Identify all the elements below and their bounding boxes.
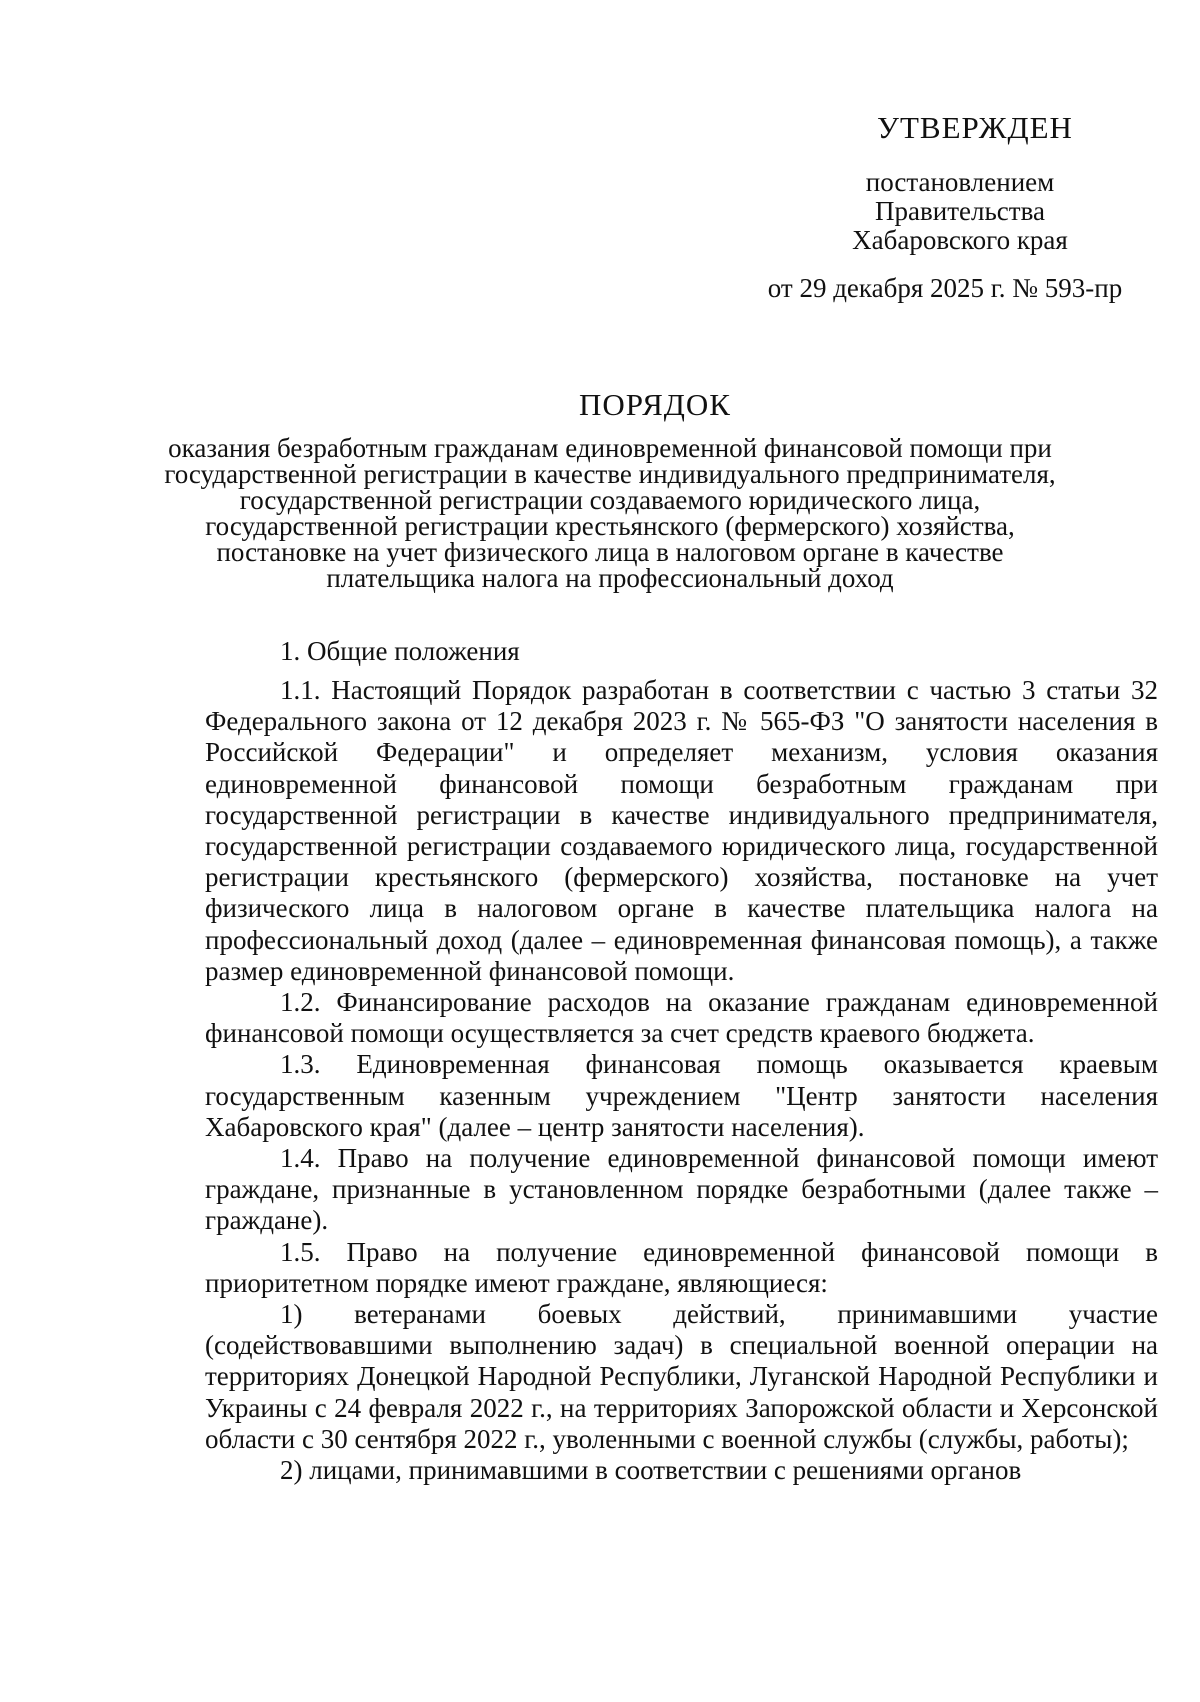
document-title: ПОРЯДОК [579, 387, 731, 422]
approval-date-number: от 29 декабря 2025 г. № 593-пр [767, 273, 1123, 303]
title-line: плательщика налога на профессиональный доход [326, 563, 894, 593]
title-line: государственной регистрации крестьянского (фермерского) хозяйства, [205, 511, 1015, 541]
document-title-block [140, 385, 1080, 591]
section-heading: 1. Общие положения [280, 636, 520, 666]
paragraph-1-5-item-2: 2) лицами, принимавшими в соответствии с решениями органов [280, 1455, 1022, 1486]
approval-line-region: Хабаровского края [852, 225, 1068, 255]
paragraph-1-1: 1.1. Настоящий Порядок разработан в соответствии с частью 3 статьи 32 Федерального закона от 12 декабря 2023 г. № 565-ФЗ "О занятости населения в Российской Федерации" и определяет механизм, условия оказания единовременной финансовой помощи безработным гражданам при государственной регистрации в качестве индивидуального предпринимателя, государственной регистрации создаваемого юридического лица, государственной регистрации крестьянского (фермерского) хозяйства, постановке на учет физического лица в налоговом органе в качестве плательщика налога на профессиональный доход (далее – единовременная финансовая помощь), а также размер единовременной финансовой помощи. [205, 675, 1158, 986]
approval-block [760, 108, 1160, 303]
title-line: оказания безработным гражданам единовременной финансовой помощи при [168, 433, 1052, 463]
paragraph-1-5: 1.5. Право на получение единовременной финансовой помощи в приоритетном порядке имеют граждане, являющиеся: [205, 1236, 1158, 1298]
approval-line-government: Правительства [875, 196, 1045, 226]
title-line: постановке на учет физического лица в налоговом органе в качестве [216, 537, 1004, 567]
paragraph-1-4: 1.4. Право на получение единовременной финансовой помощи имеют граждане, признанные в установленном порядке безработными (далее также – граждане). [205, 1143, 1158, 1236]
paragraph-1-2: 1.2. Финансирование расходов на оказание гражданам единовременной финансовой помощи осуществляется за счет средств краевого бюджета. [205, 987, 1158, 1049]
approved-word: УТВЕРЖДЕН [877, 110, 1073, 145]
approval-line-decree: постановлением [865, 167, 1055, 197]
paragraph-1-5-item-1: 1) ветеранами боевых действий, принимавшими участие (содействовавшими выполнению задач) в специальной военной операции на территориях Донецкой Народной Республики, Луганской Народной Республики и Украины с 24 февраля 2022 г., на территориях Запорожской области и Херсонской области с 30 сентября 2022 г., уволенными с военной службы (службы, работы); [205, 1299, 1158, 1454]
title-line: государственной регистрации в качестве индивидуального предпринимателя, [164, 459, 1056, 489]
title-line: государственной регистрации создаваемого юридического лица, [239, 485, 981, 515]
document-body [205, 636, 1158, 1486]
paragraph-1-3: 1.3. Единовременная финансовая помощь оказывается краевым государственным казенным учреждением "Центр занятости населения Хабаровского края" (далее – центр занятости населения). [205, 1049, 1158, 1142]
